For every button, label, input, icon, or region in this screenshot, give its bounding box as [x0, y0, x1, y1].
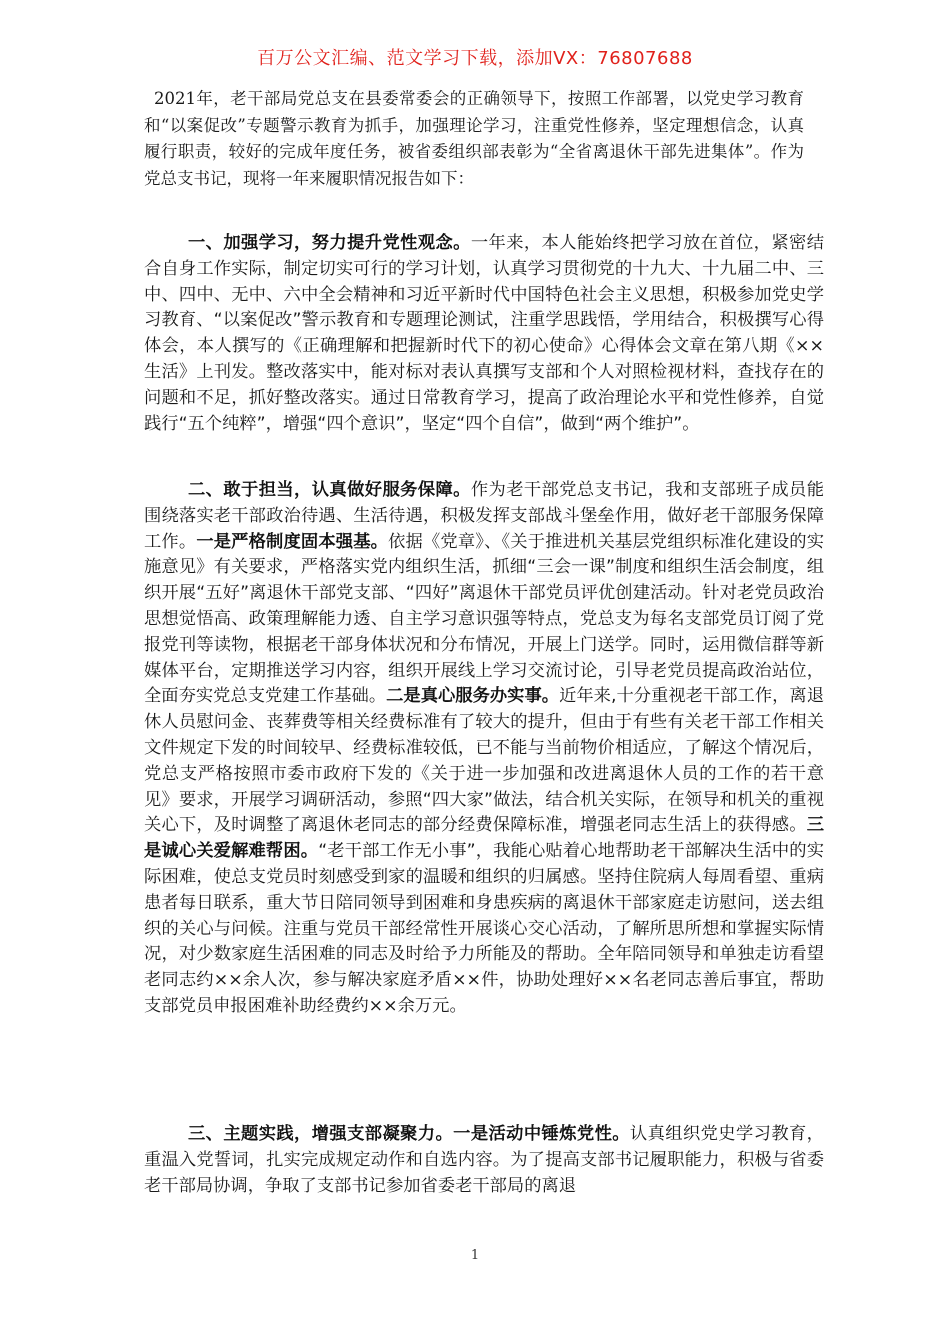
page-number: 1: [470, 1248, 480, 1263]
section-1-paragraph: [144, 231, 824, 437]
section-2-text-b: 依据《党章》、《关于推进机关基层党组织标准化建设的实施意见》有关要求，严格落实党内组织生活，抓细“三会一课”制度和组织生活会制度，组织开展“五好”离退休干部党支部、“四好”离退休干部党员评优创建活动。针对老党员政治思想觉悟高、政策理解能力透、自主学习意识强等特点，党总支为每名支部党员订阅了党报党刊等读物，根据老干部身体状况和分布情况，开展上门送学。同时，运用微信群等新媒体平台，定期推送学习内容，组织开展线上学习交流讨论，引导老党员提高政治站位，全面夯实党总支党建工作基础。: [144, 531, 824, 707]
section-1-text: 一年来，本人能始终把学习放在首位，紧密结合自身工作实际，制定切实可行的学习计划，认真学习贯彻党的十九大、十九届二中、三中、四中、无中、六中全会精神和习近平新时代中国特色社会主义思想，积极参加党史学习教育、“以案促改”警示教育和专题理论测试，注重学思践悟，学用结合，积极撰写心得体会，本人撰写的《正确理解和把握新时代下的初心使命》心得体会文章在第八期《××生活》上刊发。整改落实中，能对标对表认真撰写支部和个人对照检视材料，查找存在的问题和不足，抓好整改落实。通过日常教育学习，提高了政治理论水平和党性修养，自觉践行“五个纯粹”，增强“四个意识”，坚定“四个自信”，做到“两个维护”。: [144, 233, 824, 434]
section-3-sub-1: 一是活动中锤炼党性。: [453, 1124, 630, 1144]
section-2-sub-1: 一是严格制度固本强基。: [196, 531, 389, 552]
section-2-text-a: 作为老干部党总支书记，我和支部班子成员能围绕落实老干部政治待遇、生活待遇，积极发挥支部战斗堡垒作用，做好老干部服务保障工作。: [144, 480, 824, 552]
section-2-paragraph: [144, 478, 824, 1020]
section-2-heading: 二、敢于担当，认真做好服务保障。: [188, 480, 471, 500]
section-2-sub-3: 三是诚心关爱解难帮困。: [144, 815, 824, 862]
header-banner: 百万公文汇编、范文学习下载，添加VX：76807688: [257, 48, 693, 69]
section-3-text: 认真组织党史学习教育，重温入党誓词，扎实完成规定动作和自选内容。为了提高支部书记履职能力，积极与省委老干部局协调，争取了支部书记参加省委老干部局的离退: [144, 1124, 824, 1196]
section-2-text-d: “老干部工作无小事”，我能心贴着心地帮助老干部解决生活中的实际困难，使总支党员时刻感受到家的温暖和组织的归属感。坚持住院病人每周看望、重病患者每日联系，重大节日陪同领导到困难和身患疾病的离退休干部家庭走访慰问，送去组织的关心与问候。注重与党员干部经常性开展谈心交心活动，了解所思所想和掌握实际情况，对少数家庭生活困难的同志及时给予力所能及的帮助。全年陪同领导和单独走访看望老同志约××余人次，参与解决家庭矛盾××件，协助处理好××名老同志善后事宜，帮助支部党员申报困难补助经费约××余万元。: [144, 841, 824, 1016]
section-2-sub-2: 二是真心服务办实事。: [386, 686, 560, 707]
section-3-heading: 三、主题实践，增强支部凝聚力。: [188, 1124, 454, 1144]
section-1-heading: 一、加强学习，努力提升党性观念。: [188, 233, 471, 253]
section-3-paragraph: [144, 1122, 824, 1199]
intro-paragraph: 2021年，老干部局党总支在县委常委会的正确领导下，按照工作部署，以党史学习教育和“以案促改”专题警示教育为抓手，加强理论学习，注重党性修养，坚定理想信念，认真履行职责，较好的完成年度任务，被省委组织部表彰为“全省离退休干部先进集体”。作为党总支书记，现将一年来履职情况报告如下：: [144, 89, 804, 188]
section-2-text-c: 近年来,十分重视老干部工作，离退休人员慰问金、丧葬费等相关经费标准有了较大的提升，但由于有些有关老干部工作相关文件规定下发的时间较早、经费标准较低，已不能与当前物价相适应，了解这个情况后，党总支严格按照市委市政府下发的《关于进一步加强和改进离退休人员的工作的若干意见》要求，开展学习调研活动，参照“四大家”做法，结合机关实际，在领导和机关的重视关心下，及时调整了离退休老同志的部分经费保障标准，增强老同志生活上的获得感。: [144, 686, 824, 836]
